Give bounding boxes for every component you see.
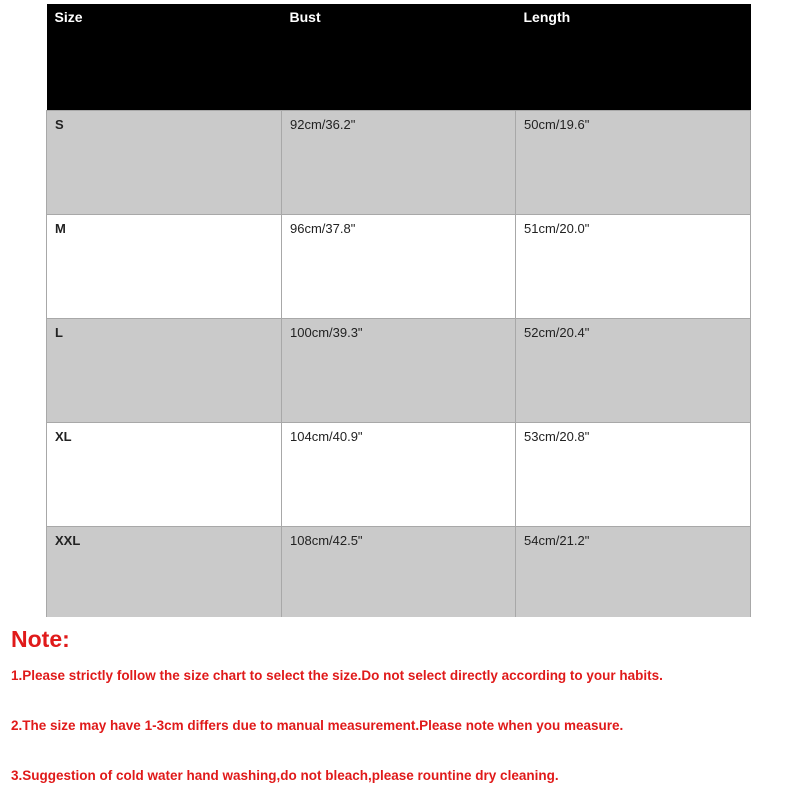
length-cell: 50cm/19.6" — [516, 110, 751, 214]
bust-cell: 108cm/42.5" — [282, 526, 516, 617]
note-item: 3.Suggestion of cold water hand washing,do not bleach,please rountine dry cleaning. — [11, 768, 559, 783]
bust-cell: 92cm/36.2" — [282, 110, 516, 214]
table-row — [47, 214, 751, 318]
size-cell: M — [47, 214, 282, 318]
header-size: Size — [54, 9, 83, 25]
note-item: 2.The size may have 1-3cm differs due to manual measurement.Please note when you measure. — [11, 718, 624, 733]
size-cell: XXL — [47, 526, 282, 617]
table-row — [47, 110, 751, 214]
table-header-row — [47, 4, 751, 110]
bust-cell: 96cm/37.8" — [282, 214, 516, 318]
bust-cell: 100cm/39.3" — [282, 318, 516, 422]
length-cell: 51cm/20.0" — [516, 214, 751, 318]
header-length: Length — [523, 9, 571, 25]
length-cell: 52cm/20.4" — [516, 318, 751, 422]
size-cell: L — [47, 318, 282, 422]
table-row — [47, 318, 751, 422]
size-cell: XL — [47, 422, 282, 526]
size-chart-table — [46, 4, 751, 617]
table-row — [47, 422, 751, 526]
bust-cell: 104cm/40.9" — [282, 422, 516, 526]
note-title: Note: — [11, 626, 70, 652]
size-cell: S — [47, 110, 282, 214]
header-bust: Bust — [289, 9, 321, 25]
table-row — [47, 526, 751, 617]
note-item: 1.Please strictly follow the size chart to select the size.Do not select directly according to your habits. — [11, 668, 663, 683]
note-section — [11, 624, 796, 784]
length-cell: 54cm/21.2" — [516, 526, 751, 617]
length-cell: 53cm/20.8" — [516, 422, 751, 526]
